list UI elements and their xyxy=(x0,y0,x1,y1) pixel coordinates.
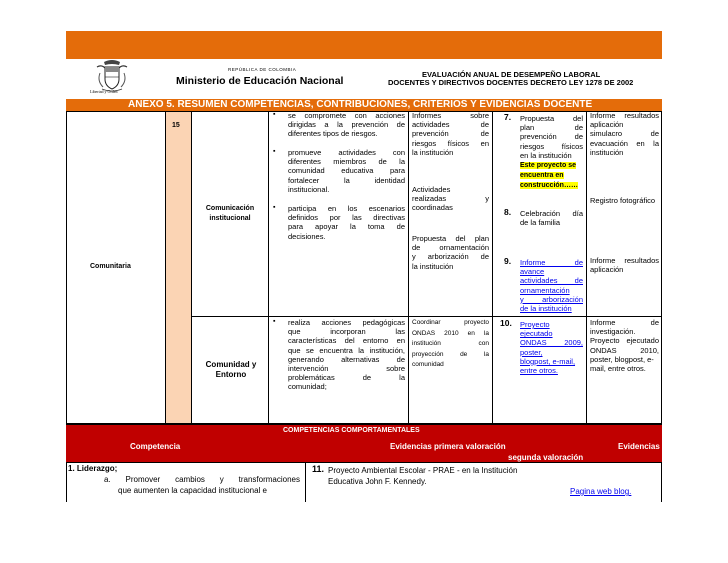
competency-comunicacion xyxy=(195,204,265,224)
text-line: y arborización de xyxy=(412,252,489,262)
table-border xyxy=(492,111,493,424)
republica-label: REPÚBLICA DE COLOMBIA xyxy=(228,67,297,72)
evidence-7 xyxy=(520,114,583,191)
text-line: simulacro de xyxy=(590,129,659,139)
evidence-11-line2: Educativa John F. Kennedy. xyxy=(328,477,427,486)
table-border xyxy=(66,462,67,502)
text-line: actividades de xyxy=(412,120,489,130)
contribution-4 xyxy=(288,318,405,392)
text-line: ONDAS 2010 en la xyxy=(412,329,489,337)
evidence-number: 10. xyxy=(500,318,512,328)
competency-label: Comunicación institucional xyxy=(205,205,255,222)
highlight-line xyxy=(520,160,583,170)
evidence-link[interactable]: ONDAS 2009, xyxy=(520,338,583,348)
header-evidencias: Evidencias xyxy=(618,442,660,451)
text-line: definidos por las directivas xyxy=(288,213,405,223)
table-border xyxy=(305,462,306,502)
text-line: la institución xyxy=(412,261,454,271)
top-orange-bar xyxy=(66,31,662,59)
table-border xyxy=(408,111,409,424)
bullet-icon: ▪ xyxy=(273,111,276,118)
text-line: Actividades xyxy=(412,185,451,194)
liderazgo-item-a-cont: que aumenten la capacidad institucional e xyxy=(118,486,267,495)
table-border xyxy=(165,111,166,424)
text-line: Celebración día xyxy=(520,209,583,218)
text-line: prevención de xyxy=(520,132,583,142)
evidence-link[interactable]: Proyecto xyxy=(520,320,550,329)
table-border xyxy=(66,462,662,463)
text-line: generando alternativas de xyxy=(288,354,405,364)
evidence-link[interactable]: poster, xyxy=(520,347,543,357)
evidence-link[interactable]: blogpost, e-mail, xyxy=(520,356,576,366)
result-2: Registro fotográfico xyxy=(590,196,656,205)
highlighted-text: Este proyecto se xyxy=(520,162,577,170)
text-line: Informe resultados xyxy=(590,256,659,265)
text-line: se compromete con acciones xyxy=(288,111,405,120)
table-border xyxy=(66,111,67,424)
result-1 xyxy=(590,111,659,157)
text-line: decisiones. xyxy=(288,231,326,241)
bullet-icon: ▪ xyxy=(273,318,276,325)
header-evidencias-primera: Evidencias primera valoración xyxy=(390,442,506,451)
text-line: de ornamentación xyxy=(412,243,489,253)
evidence-number: 9. xyxy=(504,256,512,266)
evidence-number: 8. xyxy=(504,207,512,217)
text-line: mail, entre otros. xyxy=(590,364,646,374)
evidence-number: 7. xyxy=(504,112,512,122)
bullet-icon: ▪ xyxy=(273,148,276,155)
header-segunda-valoracion: segunda valoración xyxy=(508,453,584,462)
text-line: a. Promover cambios y transformaciones xyxy=(104,475,300,484)
text-line: evacuación en la xyxy=(590,138,659,148)
table-border xyxy=(191,316,662,317)
evidence-link[interactable]: y arborización xyxy=(520,294,583,304)
text-line: investigación. xyxy=(590,327,636,337)
evidence-link[interactable]: de la institución xyxy=(520,304,572,314)
weight-value: 15 xyxy=(172,122,180,129)
table-border xyxy=(586,111,587,424)
text-line: institución con xyxy=(412,340,489,347)
document-header xyxy=(66,59,662,99)
table-border xyxy=(191,111,192,424)
weight-column-shading xyxy=(165,111,191,423)
text-line: de la familia xyxy=(520,218,561,228)
header-competencia: Competencia xyxy=(130,442,181,451)
text-line: Coordinar proyecto xyxy=(412,319,489,326)
text-line: en la institución xyxy=(520,150,572,160)
text-line: problemáticas de la xyxy=(288,373,405,383)
text-line: Proyecto ejecutado xyxy=(590,336,659,346)
seal-caption: Libertad y Orden xyxy=(90,89,118,94)
area-label: Comunitaria xyxy=(90,263,131,270)
text-line: participa en los escenarios xyxy=(288,204,405,213)
evidence-link[interactable]: avance xyxy=(520,267,545,277)
text-line: comunidad; xyxy=(288,382,327,392)
text-line: riesgos físicos xyxy=(520,141,583,151)
text-line: comunidad xyxy=(412,361,444,368)
criterion-4 xyxy=(412,318,489,371)
ministry-name: Ministerio de Educación Nacional xyxy=(176,75,344,87)
criterion-3 xyxy=(412,234,489,271)
text-line: dirigidas a la prevención de xyxy=(288,120,405,130)
text-line: Propuesta del plan xyxy=(412,234,489,243)
text-line: Propuesta del xyxy=(520,114,583,123)
criterion-1 xyxy=(412,111,489,157)
table-border xyxy=(661,111,662,424)
evidence-10 xyxy=(520,320,583,375)
text-line: que incorporan las xyxy=(288,327,405,337)
highlight-line xyxy=(520,180,583,190)
contribution-2 xyxy=(288,148,405,194)
bullet-icon: ▪ xyxy=(273,204,276,211)
text-line: Informes sobre xyxy=(412,111,489,120)
web-blog-link[interactable]: Pagina web blog. xyxy=(570,487,632,496)
competency-liderazgo: 1. Liderazgo; xyxy=(68,464,118,473)
text-line: coordinadas xyxy=(412,203,453,213)
evidence-9 xyxy=(520,258,583,313)
contribution-1 xyxy=(288,111,405,139)
text-line: fortalecer la identidad xyxy=(288,175,405,185)
text-line: realizadas y xyxy=(412,194,489,204)
text-line: institución xyxy=(590,147,624,157)
result-3 xyxy=(590,256,659,274)
evidence-link[interactable]: ornamentación xyxy=(520,285,570,295)
text-line: riesgos físicos en xyxy=(412,138,489,148)
competency-comunidad xyxy=(198,360,264,380)
competencias-title: COMPETENCIAS COMPORTAMENTALES xyxy=(283,427,420,434)
result-4 xyxy=(590,318,659,373)
liderazgo-item-a xyxy=(104,474,300,485)
anexo-title: ANEXO 5. RESUMEN COMPETENCIAS, CONTRIBUCIONES, CRITERIOS Y EVIDENCIAS DOCENTE xyxy=(128,99,593,110)
text-line: plan de xyxy=(520,123,583,133)
text-line: que se encuentra la institución, xyxy=(288,345,405,355)
highlight-line xyxy=(520,170,583,180)
evaluation-title: EVALUACIÓN ANUAL DE DESEMPEÑO LABORAL xyxy=(422,70,601,79)
text-line: realiza acciones pedagógicas xyxy=(288,318,405,327)
highlighted-text: construcción…… xyxy=(520,182,578,190)
text-line: aplicación xyxy=(590,120,624,130)
competency-label: Comunidad y Entorno xyxy=(205,360,257,379)
text-line: intervención sobre xyxy=(288,364,405,374)
table-border xyxy=(661,462,662,502)
text-line: ONDAS 2010, xyxy=(590,345,659,355)
table-border xyxy=(268,111,269,424)
text-line: Informe resultados xyxy=(590,111,659,120)
text-line: diferentes tipos de riesgos. xyxy=(288,129,378,139)
contribution-3 xyxy=(288,204,405,241)
criterion-2 xyxy=(412,185,489,213)
evaluation-subtitle: DOCENTES Y DIRECTIVOS DOCENTES DECRETO LEY 1278 DE 2002 xyxy=(388,78,634,87)
highlighted-text: encuentra en xyxy=(520,172,564,180)
text-line: la institución xyxy=(412,147,454,157)
evidence-link[interactable]: entre otros. xyxy=(520,366,558,376)
text-line: Informe de xyxy=(590,318,659,327)
text-line: proyección de la xyxy=(412,350,489,358)
evidence-8 xyxy=(520,209,583,227)
text-line: comunidad educativa para xyxy=(288,166,405,176)
evidence-link[interactable]: actividades de xyxy=(520,276,583,286)
evidence-link[interactable]: ejecutado xyxy=(520,329,553,339)
text-line: promueve actividades con xyxy=(288,148,405,157)
text-line: diferentes miembros de la xyxy=(288,157,405,167)
evidence-11-line1: Proyecto Ambiental Escolar - PRAE - en la Institución xyxy=(328,466,518,475)
text-line: prevención de xyxy=(412,129,489,139)
text-line: poster, blogpost, e- xyxy=(590,354,654,364)
text-line: aplicación xyxy=(590,265,624,275)
text-line: institucional. xyxy=(288,184,330,194)
evidence-number: 11. xyxy=(312,464,325,474)
text-line: características del entorno en xyxy=(288,336,405,346)
evidence-link[interactable]: Informe de xyxy=(520,258,583,267)
text-line: para apoyar la toma de xyxy=(288,222,405,232)
